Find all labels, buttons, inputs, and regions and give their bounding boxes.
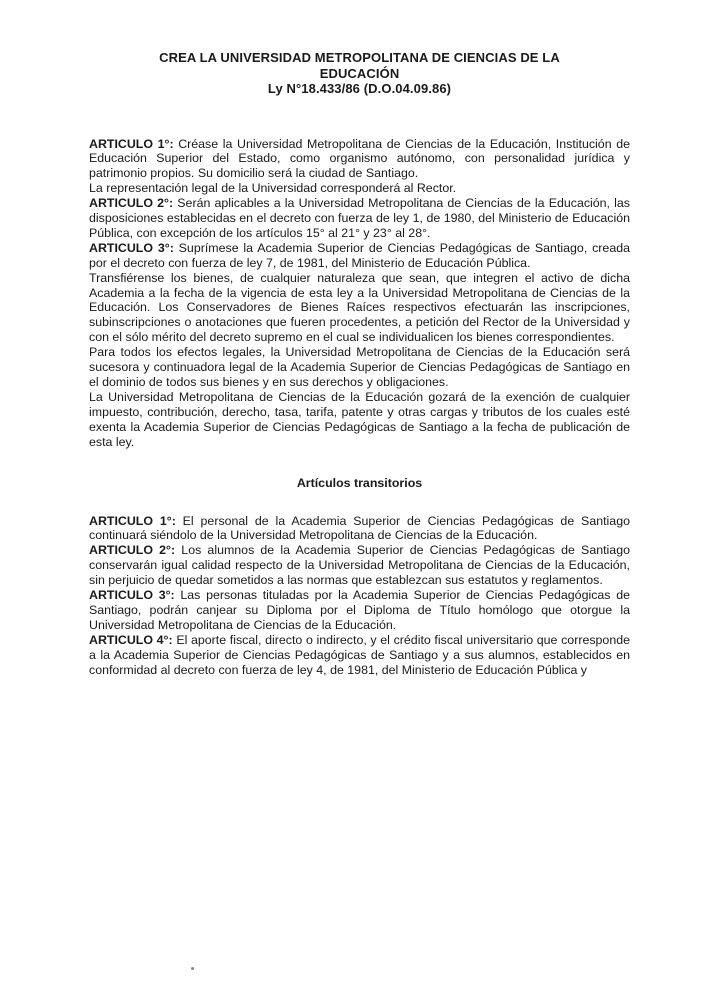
document-title (89, 50, 630, 97)
transitory-article-3 (89, 588, 630, 633)
transitory-article-4 (89, 633, 630, 678)
transitory-articles (89, 514, 630, 678)
transitory-article-3-label: ARTICULO 3°: (89, 588, 175, 603)
article-1-paragraph-1 (89, 137, 630, 182)
article-2-text: Serán aplicables a la Universidad Metropolitana de Ciencias de la Educación, las disposiciones establecidas en el decreto con fuerza de ley 1, de 1980, del Ministerio de Educación Pública, con excepción de los artículos 15° al 21° y 23° al 28°. (89, 196, 630, 240)
article-3-paragraph-1 (89, 241, 630, 271)
article-2-paragraph-1 (89, 196, 630, 241)
article-3-paragraph-2: Transfiérense los bienes, de cualquier naturaleza que sean, que integren el activo de dicha Academia a la fecha de la vigencia de esta ley a la Universidad Metropolitana de Ciencias de la Educación. Los Conservadores de Bienes Raíces respectivos efectuarán las inscripciones, subinscripciones o anotaciones que fueren procedentes, a petición del Rector de la Universidad y con el sólo mérito del decreto supremo en el cual se individualicen los bienes correspondientes. (89, 270, 630, 345)
transitory-article-3-text: Las personas tituladas por la Academia Superior de Ciencias Pedagógicas de Santiago, podrán canjear su Diploma por el Diploma de Título homólogo que otorgue la Universidad Metropolitana de Ciencias de la Educación. (89, 588, 630, 632)
transitory-article-4-text: El aporte fiscal, directo o indirecto, y el crédito fiscal universitario que corresponde a la Academia Superior de Ciencias Pedagógicas de Santiago y a sus alumnos, establecidos en conformidad al decreto con fuerza de ley 4, de 1981, del Ministerio de Educación Pública y (89, 632, 630, 677)
article-3-text: Suprímese la Academia Superior de Ciencias Pedagógicas de Santiago, creada por el decreto con fuerza de ley 7, de 1981, del Ministerio de Educación Pública. (89, 240, 630, 270)
title-line-2: EDUCACIÓN (319, 65, 400, 81)
article-2-label: ARTICULO 2°: (89, 196, 174, 211)
law-reference: Ly N°18.433/86 (D.O.04.09.86) (267, 81, 452, 96)
transitory-heading: Artículos transitorios (296, 475, 423, 490)
article-1-paragraph-2: La representación legal de la Universidad corresponderá al Rector. (89, 181, 457, 196)
article-3-paragraph-4: La Universidad Metropolitana de Ciencias de la Educación gozará de la exención de cualquier impuesto, contribución, derecho, tasa, tarifa, patente y otras cargas y tributos de los cuales esté exenta la Academia Superior de Ciencias Pedagógicas de Santiago a la fecha de publicación de esta ley. (89, 389, 630, 449)
scan-speck (191, 967, 194, 970)
transitory-article-2-text: Los alumnos de la Academia Superior de Ciencias Pedagógicas de Santiago conservarán igual calidad respecto de la Universidad Metropolitana de Ciencias de la Educación, sin perjuicio de quedar sometidos a las normas que establezcan sus estatutos y reglamentos. (89, 543, 630, 588)
article-1-text: Créase la Universidad Metropolitana de Ciencias de la Educación, Institución de Educación Superior del Estado, como organismo autónomo, con personalidad jurídica y patrimonio propios. Su domicilio será la ciudad de Santiago. (89, 136, 630, 181)
document-page (89, 50, 630, 678)
transitory-article-4-label: ARTICULO 4°: (89, 632, 173, 647)
main-articles (89, 137, 630, 450)
transitory-article-2 (89, 543, 630, 588)
article-3-label: ARTICULO 3°: (89, 240, 174, 255)
transitory-article-1-label: ARTICULO 1°: (89, 513, 176, 528)
transitory-article-2-label: ARTICULO 2°: (89, 543, 176, 558)
transitory-article-1-text: El personal de la Academia Superior de Ciencias Pedagógicas de Santiago continuará siéndolo de la Universidad Metropolitana de Ciencias de la Educación. (89, 513, 630, 543)
article-1-label: ARTICULO 1°: (89, 136, 174, 151)
title-line-1: CREA LA UNIVERSIDAD METROPOLITANA DE CIENCIAS DE LA (159, 50, 560, 65)
article-3-paragraph-3: Para todos los efectos legales, la Universidad Metropolitana de Ciencias de la Educación será sucesora y continuadora legal de la Academia Superior de Ciencias Pedagógicas de Santiago en el dominio de todos sus bienes y en sus derechos y obligaciones. (89, 345, 630, 389)
transitory-article-1 (89, 514, 630, 544)
